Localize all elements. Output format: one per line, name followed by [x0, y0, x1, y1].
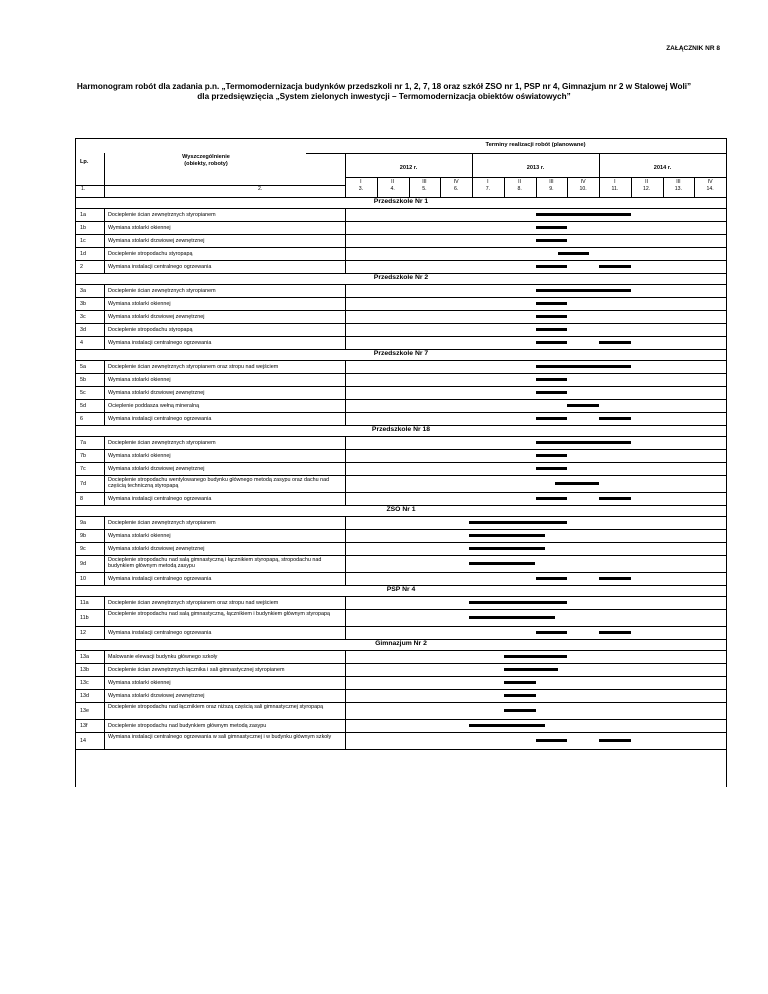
- grid-line: [345, 260, 346, 273]
- row-lp: 14: [80, 737, 86, 744]
- schedule-bar: [536, 631, 568, 634]
- document-subtitle: dla przedsięwzięcia „System zielonych inwestycji – Termomodernizacja obiektów oświatowych”: [197, 92, 571, 101]
- schedule-bar: [536, 265, 568, 268]
- row-lp: 13f: [80, 722, 88, 729]
- row-description: Wymiana stolarki drzwiowej zewnętrznej: [108, 692, 205, 699]
- grid-line: [345, 247, 346, 260]
- row-description: Docieplenie stropodachu styropapą: [108, 326, 193, 333]
- row-line: [76, 689, 726, 690]
- header-line: [504, 177, 505, 197]
- row-description: Wymiana instalacji centralnego ogrzewania w sali gimnastycznej i w budynku głównym szkoły: [108, 734, 332, 740]
- row-line: [76, 297, 726, 298]
- row-lp: 1b: [80, 224, 86, 231]
- row-lp: 1c: [80, 237, 86, 244]
- row-lp: 7a: [80, 439, 86, 446]
- schedule-bar: [536, 441, 631, 444]
- header-line: [440, 177, 441, 197]
- row-description: Wymiana instalacji centralnego ogrzewania: [108, 415, 212, 422]
- grid-line: [345, 234, 346, 247]
- row-description: Wymiana stolarki drzwiowej zewnętrznej: [108, 313, 205, 320]
- grid-line: [345, 323, 346, 336]
- grid-line: [345, 596, 346, 609]
- grid-line: [104, 555, 105, 572]
- quarter-label: IV: [453, 179, 459, 185]
- quarter-label: I: [614, 179, 616, 185]
- schedule-bar: [599, 631, 631, 634]
- col-number: 7.: [485, 186, 491, 192]
- col-number: 4.: [390, 186, 395, 192]
- header-line: [472, 177, 473, 197]
- row-line: [76, 572, 726, 573]
- schedule-bar: [599, 417, 631, 420]
- row-line: [76, 749, 726, 750]
- schedule-bar: [469, 547, 545, 550]
- grid-line: [345, 373, 346, 386]
- grid-line: [345, 689, 346, 702]
- grid-line: [345, 555, 346, 572]
- row-line: [76, 542, 726, 543]
- schedule-bar: [469, 616, 555, 619]
- grid-line: [104, 572, 105, 585]
- schedule-bar: [536, 417, 568, 420]
- row-line: [76, 373, 726, 374]
- row-lp: 3c: [80, 313, 86, 320]
- schedule-bar: [536, 226, 568, 229]
- col-number: 3.: [358, 186, 364, 192]
- grid-line: [345, 732, 346, 749]
- schedule-bar: [536, 289, 631, 292]
- grid-line: [104, 260, 105, 273]
- grid-line: [104, 529, 105, 542]
- schedule-bar: [536, 328, 568, 331]
- schedule-table: [75, 138, 727, 787]
- year-label: 2013 r.: [526, 165, 545, 171]
- grid-line: [345, 399, 346, 412]
- row-line: [76, 412, 726, 413]
- grid-line: [104, 399, 105, 412]
- schedule-bar: [567, 404, 599, 407]
- row-description: Docieplenie stropodachu nad salą gimnastyczną i łącznikiem styropapą, stropodachu nad budynkiem głównym metodą zasypu: [108, 557, 322, 570]
- schedule-bar: [504, 681, 536, 684]
- grid-line: [345, 436, 346, 449]
- quarter-label: II: [645, 179, 649, 185]
- row-lp: 13b: [80, 666, 89, 673]
- row-line: [76, 492, 726, 493]
- row-line: [76, 336, 726, 337]
- row-description: Wymiana instalacji centralnego ogrzewania: [108, 495, 212, 502]
- grid-line: [345, 719, 346, 732]
- section-line: [76, 208, 726, 209]
- row-description: Wymiana stolarki okiennej: [108, 376, 171, 383]
- row-lp: 7b: [80, 452, 86, 459]
- schedule-bar: [599, 739, 631, 742]
- schedule-bar: [536, 454, 568, 457]
- row-lp: 13e: [80, 707, 89, 714]
- grid-line: [104, 676, 105, 689]
- grid-line: [104, 719, 105, 732]
- grid-line: [104, 297, 105, 310]
- header-line: [345, 153, 346, 197]
- grid-line: [104, 596, 105, 609]
- header-line: [409, 177, 410, 197]
- row-lp: 5b: [80, 376, 86, 383]
- col-number: 10.: [579, 186, 587, 192]
- section-line: [76, 596, 726, 597]
- section-line: [76, 436, 726, 437]
- grid-line: [104, 336, 105, 349]
- grid-line: [104, 663, 105, 676]
- section-line: [76, 650, 726, 651]
- grid-line: [104, 436, 105, 449]
- row-lp: 12: [80, 629, 86, 636]
- section-title: Przedszkole Nr 7: [373, 350, 429, 357]
- row-lp: 9d: [80, 560, 86, 567]
- row-line: [76, 529, 726, 530]
- row-line: [76, 310, 726, 311]
- row-line: [76, 676, 726, 677]
- section-title: Przedszkole Nr 18: [371, 426, 431, 433]
- row-lp: 8: [80, 495, 83, 502]
- grid-line: [345, 449, 346, 462]
- col-number: 13.: [674, 186, 682, 192]
- grid-line: [345, 208, 346, 221]
- grid-line: [104, 609, 105, 626]
- grid-line: [345, 516, 346, 529]
- grid-line: [345, 572, 346, 585]
- row-description: Wymiana stolarki drzwiowej zewnętrznej: [108, 545, 205, 552]
- schedule-bar: [536, 467, 568, 470]
- schedule-bar: [504, 709, 536, 712]
- terms-header: Terminy realizacji robót (planowane): [485, 142, 586, 148]
- row-description: Docieplenie ścian zewnętrznych styropianem: [108, 439, 216, 446]
- row-description: Wymiana instalacji centralnego ogrzewania: [108, 575, 212, 582]
- row-description: Docieplenie ścian zewnętrznych styropianem: [108, 211, 216, 218]
- schedule-bar: [536, 365, 631, 368]
- row-lp: 5a: [80, 363, 86, 370]
- row-line: [76, 323, 726, 324]
- grid-line: [104, 626, 105, 639]
- schedule-bar: [599, 265, 631, 268]
- row-line: [76, 475, 726, 476]
- row-lp: 9c: [80, 545, 86, 552]
- row-description: Docieplenie stropodachu styropapą: [108, 250, 193, 257]
- row-line: [76, 555, 726, 556]
- grid-line: [104, 373, 105, 386]
- quarter-label: III: [676, 179, 681, 185]
- schedule-bar: [469, 534, 545, 537]
- schedule-bar: [599, 497, 631, 500]
- grid-line: [104, 412, 105, 425]
- section-title: ZSO Nr 1: [386, 506, 416, 513]
- grid-line: [345, 462, 346, 475]
- row-description: Malowanie elewacji budynku głównego szkoły: [108, 653, 218, 660]
- grid-line: [104, 386, 105, 399]
- schedule-bar: [504, 668, 558, 671]
- row-description: Ocieplenie poddasza wełną mineralną: [108, 402, 200, 409]
- header-line: [663, 177, 664, 197]
- section-title: PSP Nr 4: [386, 586, 416, 593]
- row-description: Docieplenie stropodachu nad salą gimnastyczną, łącznikiem i budynkiem głównym styropapą: [108, 611, 331, 617]
- spec-header: Wyszczególnienie (obiekty, roboty): [182, 154, 230, 167]
- row-lp: 11b: [80, 614, 89, 621]
- schedule-bar: [536, 302, 568, 305]
- grid-line: [104, 462, 105, 475]
- row-line: [76, 449, 726, 450]
- row-lp: 1d: [80, 250, 86, 257]
- row-line: [76, 260, 726, 261]
- row-lp: 13c: [80, 679, 89, 686]
- grid-line: [104, 650, 105, 663]
- schedule-bar: [469, 724, 545, 727]
- header-line: [631, 177, 632, 197]
- row-description: Wymiana stolarki drzwiowej zewnętrznej: [108, 237, 205, 244]
- header-line: [377, 177, 378, 197]
- row-description: Docieplenie ścian zewnętrznych styropianem: [108, 519, 216, 526]
- schedule-bar: [536, 391, 568, 394]
- grid-line: [345, 529, 346, 542]
- grid-line: [104, 732, 105, 749]
- row-description: Wymiana stolarki okiennej: [108, 300, 171, 307]
- grid-line: [345, 284, 346, 297]
- grid-line: [104, 492, 105, 505]
- row-line: [76, 399, 726, 400]
- header-line: [536, 177, 537, 197]
- quarter-label: I: [360, 179, 362, 185]
- quarter-label: I: [487, 179, 489, 185]
- row-line: [76, 386, 726, 387]
- grid-line: [345, 360, 346, 373]
- row-lp: 5c: [80, 389, 86, 396]
- row-description: Wymiana instalacji centralnego ogrzewania: [108, 339, 212, 346]
- col-number: 12.: [643, 186, 651, 192]
- quarter-label: II: [391, 179, 395, 185]
- grid-line: [345, 542, 346, 555]
- row-description: Docieplenie ścian zewnętrznych styropianem oraz stropu nad wejściem: [108, 599, 279, 606]
- row-line: [76, 247, 726, 248]
- grid-line: [104, 449, 105, 462]
- grid-line: [345, 492, 346, 505]
- row-description: Wymiana stolarki drzwiowej zewnętrznej: [108, 389, 205, 396]
- row-line: [76, 626, 726, 627]
- grid-line: [345, 310, 346, 323]
- col-number: 9.: [549, 186, 554, 192]
- year-label: 2012 r.: [399, 165, 418, 171]
- quarter-label: II: [518, 179, 522, 185]
- row-lp: 11a: [80, 599, 89, 606]
- grid-line: [345, 676, 346, 689]
- grid-line: [104, 360, 105, 373]
- row-description: Wymiana stolarki okiennej: [108, 452, 171, 459]
- quarter-label: IV: [707, 179, 713, 185]
- schedule-bar: [599, 341, 631, 344]
- grid-line: [345, 412, 346, 425]
- grid-line: [104, 702, 105, 719]
- row-line: [76, 609, 726, 610]
- row-description: Wymiana stolarki okiennej: [108, 679, 171, 686]
- schedule-bar: [504, 655, 568, 658]
- col-number: 8.: [517, 186, 522, 192]
- col-number: 6.: [453, 186, 459, 192]
- row-lp: 9b: [80, 532, 86, 539]
- row-line: [76, 732, 726, 733]
- grid-line: [104, 475, 105, 492]
- row-lp: 3d: [80, 326, 86, 333]
- row-description: Wymiana stolarki drzwiowej zewnętrznej: [108, 465, 205, 472]
- row-lp: 3b: [80, 300, 86, 307]
- annex-label: ZAŁĄCZNIK NR 8: [666, 45, 720, 52]
- row-line: [76, 462, 726, 463]
- col-number-2: 2.: [258, 186, 263, 192]
- grid-line: [345, 221, 346, 234]
- lp-header: Lp.: [80, 159, 89, 165]
- grid-line: [104, 542, 105, 555]
- row-lp: 13d: [80, 692, 89, 699]
- schedule-bar: [469, 521, 567, 524]
- schedule-bar: [536, 378, 568, 381]
- row-lp: 3a: [80, 287, 86, 294]
- section-title: Przedszkole Nr 2: [373, 274, 429, 281]
- schedule-bar: [504, 694, 536, 697]
- grid-line: [104, 284, 105, 297]
- row-line: [76, 221, 726, 222]
- header-line: [104, 185, 345, 186]
- header-line: [104, 153, 105, 197]
- row-lp: 5d: [80, 402, 86, 409]
- row-lp: 6: [80, 415, 83, 422]
- schedule-bar: [555, 482, 599, 485]
- grid-line: [104, 516, 105, 529]
- row-line: [76, 719, 726, 720]
- row-description: Docieplenie ścian zewnętrznych styropianem: [108, 287, 216, 294]
- row-description: Docieplenie stropodachu wentylowanego budynku głównego metodą zasypu oraz dachu nad częścią techniczną styropapą: [108, 477, 330, 490]
- grid-line: [104, 234, 105, 247]
- schedule-bar: [469, 601, 567, 604]
- row-description: Wymiana stolarki okiennej: [108, 532, 171, 539]
- grid-line: [104, 221, 105, 234]
- header-line: [567, 177, 568, 197]
- row-lp: 7d: [80, 480, 86, 487]
- grid-line: [345, 386, 346, 399]
- row-lp: 7c: [80, 465, 86, 472]
- header-line: [306, 153, 726, 154]
- schedule-bar: [536, 341, 568, 344]
- section-title: Gimnazjum Nr 2: [375, 640, 427, 647]
- section-line: [76, 516, 726, 517]
- schedule-bar: [469, 562, 536, 565]
- row-lp: 2: [80, 263, 83, 270]
- grid-line: [345, 609, 346, 626]
- schedule-bar: [599, 577, 631, 580]
- grid-line: [345, 475, 346, 492]
- section-title: Przedszkole Nr 1: [373, 198, 429, 205]
- row-description: Docieplenie ścian zewnętrznych styropianem oraz stropu nad wejściem: [108, 363, 279, 370]
- grid-line: [345, 626, 346, 639]
- row-lp: 13a: [80, 653, 89, 660]
- col-number: 11.: [611, 186, 619, 192]
- section-line: [76, 284, 726, 285]
- grid-line: [104, 247, 105, 260]
- row-line: [76, 702, 726, 703]
- row-line: [76, 663, 726, 664]
- section-line: [76, 360, 726, 361]
- row-description: Docieplenie ścian zewnętrznych łącznika i sali gimnastycznej styropianem: [108, 666, 285, 673]
- col-number: 5.: [422, 186, 427, 192]
- schedule-bar: [536, 239, 568, 242]
- quarter-label: III: [549, 179, 554, 185]
- schedule-bar: [536, 213, 631, 216]
- grid-line: [345, 336, 346, 349]
- year-label: 2014 r.: [653, 165, 672, 171]
- document-title: Harmonogram robót dla zadania p.n. „Termomodernizacja budynków przedszkoli nr 1, 2, 7, 18 oraz szkół ZSO nr 1, PSP nr 4, Gimnazjum nr 2 w Stalowej Woli”: [76, 82, 692, 91]
- header-line: [694, 177, 695, 197]
- col-number: 14.: [706, 186, 714, 192]
- quarter-label: III: [422, 179, 427, 185]
- row-lp: 9a: [80, 519, 86, 526]
- schedule-bar: [536, 577, 568, 580]
- row-lp: 10: [80, 575, 86, 582]
- schedule-bar: [536, 315, 568, 318]
- grid-line: [104, 310, 105, 323]
- quarter-label: IV: [580, 179, 586, 185]
- grid-line: [345, 663, 346, 676]
- grid-line: [104, 689, 105, 702]
- row-description: Wymiana instalacji centralnego ogrzewania: [108, 263, 212, 270]
- row-description: Docieplenie stropodachu nad budynkiem głównym metodą zasypu: [108, 722, 267, 729]
- grid-line: [345, 650, 346, 663]
- grid-line: [104, 323, 105, 336]
- grid-line: [345, 702, 346, 719]
- schedule-bar: [536, 497, 568, 500]
- row-description: Docieplenie stropodachu nad łącznikiem oraz niższą częścią sali gimnastycznej styropapą: [108, 704, 324, 710]
- row-description: Wymiana stolarki okiennej: [108, 224, 171, 231]
- grid-line: [345, 297, 346, 310]
- row-lp: 4: [80, 339, 83, 346]
- row-description: Wymiana instalacji centralnego ogrzewania: [108, 629, 212, 636]
- grid-line: [104, 208, 105, 221]
- header-line: [599, 177, 600, 197]
- schedule-bar: [536, 739, 568, 742]
- header-line: [76, 185, 104, 186]
- col-number-1: 1.: [81, 186, 86, 192]
- row-line: [76, 234, 726, 235]
- schedule-bar: [558, 252, 590, 255]
- row-lp: 1a: [80, 211, 86, 218]
